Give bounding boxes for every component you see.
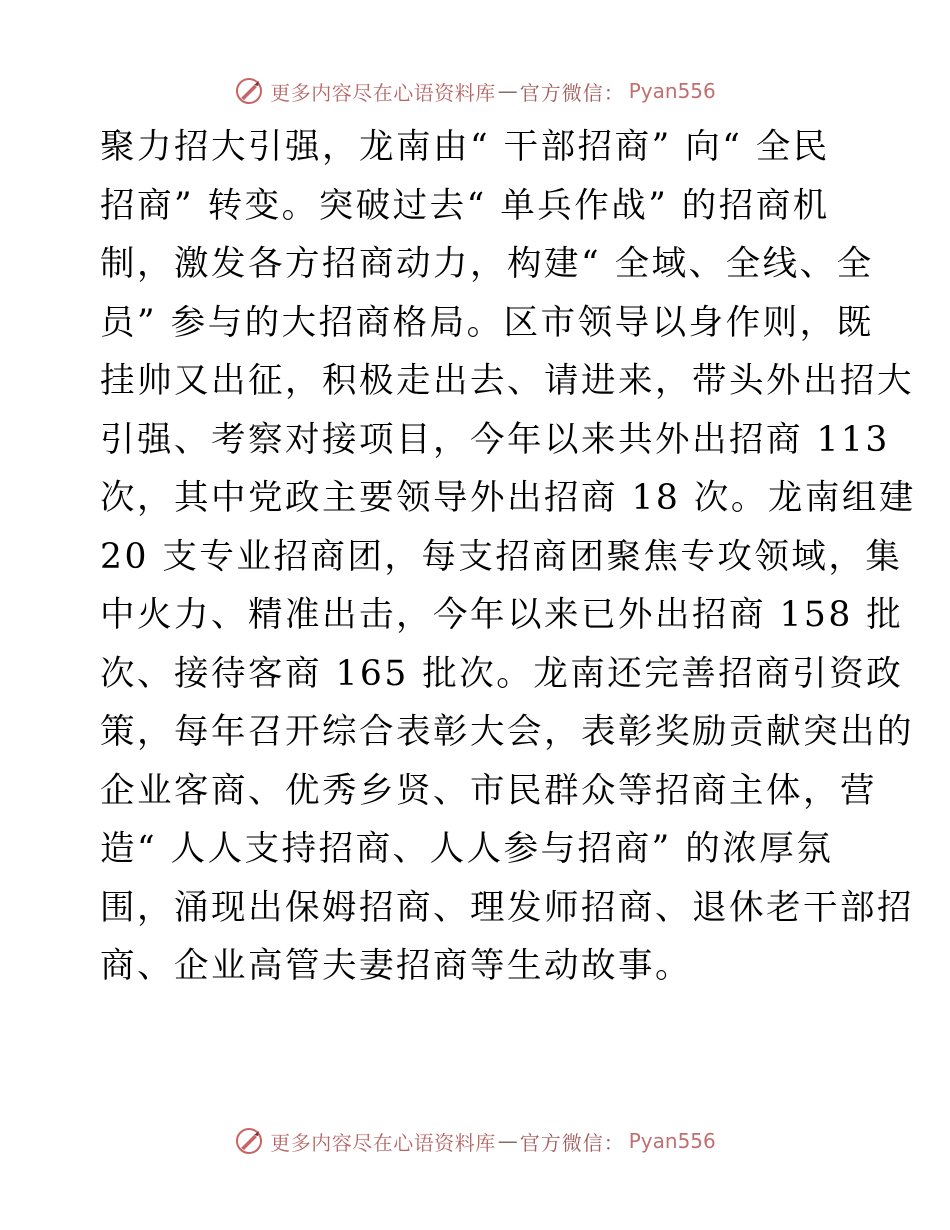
paragraph-line: 策，每年召开综合表彰大会，表彰奖励贡献突出的 [100, 712, 914, 752]
paragraph-line: 招商” 转变。突破过去“ 单兵作战” 的招商机 [100, 185, 830, 226]
paragraph-line: 造“ 人人支持招商、人人参与招商” 的浓厚氛 [100, 829, 834, 869]
footer-watermark-banner [0, 1124, 950, 1158]
banner-brand-text: 更多内容尽在心语资料库 [270, 1130, 496, 1155]
header-watermark-banner [0, 74, 950, 108]
banner-wechat-id: Pyan556 [628, 1129, 716, 1153]
document-paragraph [100, 118, 916, 996]
paragraph-line: 次，其中党政主要领导外出招商 18 次。龙南组建 [100, 478, 916, 518]
paragraph-line: 聚力招大引强，龙南由“ 干部招商” 向“ 全民 [100, 127, 830, 167]
paragraph-line: 制，激发各方招商动力，构建“ 全域、全线、全 [100, 244, 874, 284]
banner-wechat-id: Pyan556 [628, 79, 716, 103]
paragraph-line: 次、接待客商 165 批次。龙南还完善招商引资政 [100, 653, 904, 694]
banner-separator: — [497, 79, 518, 103]
quill-circle-logo-icon [234, 76, 264, 106]
paragraph-line: 引强、考察对接项目，今年以来共外出招商 113 [100, 419, 890, 460]
paragraph-line: 20 支专业招商团，每支招商团聚焦专攻领域，集 [100, 536, 903, 577]
paragraph-line: 员” 参与的大招商格局。区市领导以身作则，既 [100, 302, 874, 343]
paragraph-line: 中火力、精准出击，今年以来已外出招商 158 批 [100, 595, 904, 635]
paragraph-line: 挂帅又出征，积极走出去、请进来，带头外出招大 [100, 361, 914, 401]
banner-wechat-label: 官方微信： [519, 1130, 625, 1155]
paragraph-line: 商、企业高管夫妻招商等生动故事。 [100, 946, 692, 986]
banner-brand-text: 更多内容尽在心语资料库 [270, 80, 496, 105]
quill-circle-logo-icon [234, 1126, 264, 1156]
banner-separator: — [497, 1129, 518, 1153]
paragraph-line: 企业客商、优秀乡贤、市民群众等招商主体，营 [100, 770, 877, 811]
paragraph-line: 围，涌现出保姆招商、理发师招商、退休老干部招 [100, 887, 914, 928]
banner-wechat-label: 官方微信： [519, 80, 625, 105]
